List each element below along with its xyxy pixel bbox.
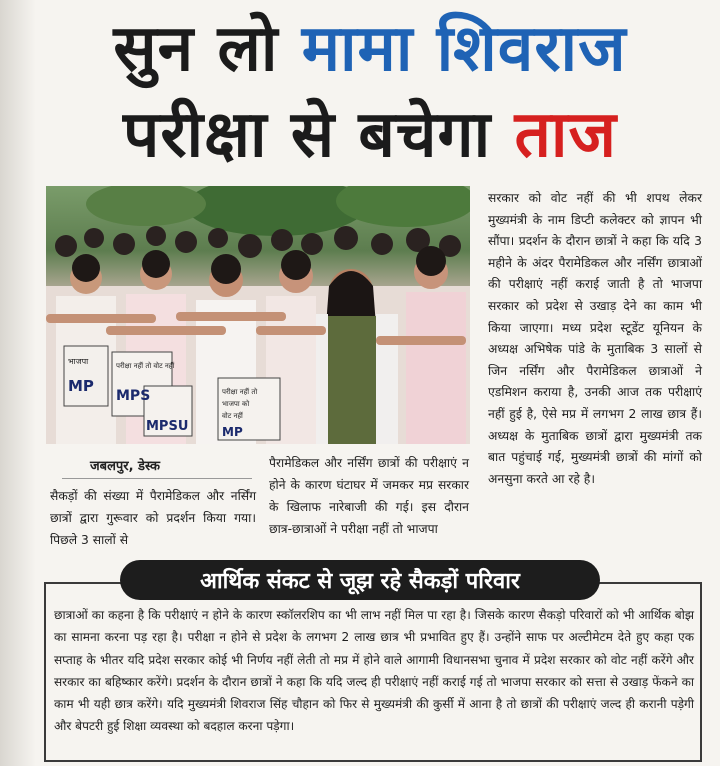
placard-text-2: परीक्षा नहीं तो वोट नहीं: [116, 362, 175, 370]
headline-line-2: [40, 92, 700, 178]
tree-canopy: [336, 186, 470, 227]
protest-photo-illustration: [46, 186, 470, 444]
protest-photo: [46, 186, 470, 444]
placard-text-5: वोट नहीं: [222, 412, 243, 420]
placard-text-mp-2: MP: [222, 425, 243, 439]
article-column-3: सरकार को वोट नहीं की भी शपथ लेकर मुख्यमंत्री के नाम डिप्टी कलेक्टर को ज्ञापन भी सौंपा। प्रदर्शन के दौरान छात्रों ने कहा कि यदि 3 महीने के अंदर पैरामेडिकल और नर्सिंग छात्राओं की परीक्षाएं नहीं कराई जाती है तो भाजपा सरकार को प्रदेश से उखाड़ देने का काम भी किया जाएगा। मध्य प्रदेश स्टूडेंट यूनियन के अध्यक्ष अभिषेक पांडे के मुताबिक 3 सालों से जिन नर्सिंग और पैरामेडिकल छात्राओं ने एडमिशन कराया है, उनकी आज तक परीक्षाएं नहीं हुई है, ऐसे मप्र में लगभग 2 लाख छात्र हैं। अध्यक्ष के मुताबिक छात्रों द्वारा मुख्यमंत्री तक बात पहुंचाई गई, मुख्यमंत्री छात्रों की मांगों को अनसुना करते आ रहे है।: [488, 191, 702, 486]
placard-text-mp: MP: [68, 377, 94, 395]
placard-text-1: भाजपा: [68, 357, 89, 366]
dateline-divider: [62, 478, 252, 479]
placard-text-mpsu: MPSU: [146, 419, 189, 434]
headline-line-1-part-2: मामा शिवराज: [301, 12, 627, 86]
headline-line-2-part-1: परीक्षा से बचेगा: [122, 98, 515, 172]
headline-line-1-part-1: सुन लो: [113, 12, 302, 86]
sidebar-box-title-banner: [120, 560, 600, 600]
article-dateline: जबलपुर, डेस्क: [90, 459, 161, 474]
placard-text-mps: MPS: [116, 388, 151, 404]
placard-text-3: परीक्षा नहीं तो: [222, 388, 258, 396]
headline-line-1: [40, 6, 700, 92]
sidebar-box-body: छात्राओं का कहना है कि परीक्षाएं न होने के कारण स्कॉलरशिप का भी लाभ नहीं मिल पा रहा है। जिसके कारण सैकड़ो परिवारों को भी आर्थिक बोझ का सामना करना पड़ रहा है। परीक्षा न होने से प्रदेश के लगभग 2 लाख छात्र भी प्रभावित हुए हैं। उन्होंने साफ पर अल्टीमेटम देते हुए कहा एक सप्ताह के भीतर यदि प्रदेश सरकार कोई भी निर्णय नहीं लेती तो मप्र में होने वाले आगामी विधानसभा चुनाव में प्रदेश सरकार को वोट नहीं करेंगे और सरकार का बहिष्कार करेंगे। प्रदर्शन के दौरान छात्रों ने कहा कि यदि जल्द ही परीक्षाएं नहीं कराई गई तो भाजपा सरकार को सत्ता से उखाड़ फेंकने का काम भी यही छात्र करेंगे। यदि मुख्यमंत्री शिवराज सिंह चौहान को फिर से मुख्यमंत्री की कुर्सी में आना है तो छात्रों की परीक्षाएं जल्द ही करानी पड़ेगी और बेपटरी हुई शिक्षा व्यवस्था को बदहाल करना पड़ेगा।: [54, 608, 694, 734]
tree-canopy: [86, 186, 206, 226]
article-column-1: सैकड़ों की संख्या में पैरामेडिकल और नर्सिंग छात्रों द्वारा गुरूवार को प्रदर्शन किया गया। पिछले 3 सालों से: [50, 489, 256, 547]
sidebar-box-title: आर्थिक संकट से जूझ रहे सैकड़ों परिवार: [200, 569, 520, 594]
headline-line-2-part-2: ताज: [514, 98, 617, 172]
article-column-2: पैरामेडिकल और नर्सिंग छात्रों की परीक्षाएं न होने के कारण घंटाघर में जमकर मप्र सरकार के खिलाफ नारेबाजी की गई। इस दौरान छात्र-छात्राओं ने परीक्षा नहीं तो भाजपा: [269, 456, 469, 536]
placard-text-4: भाजपा को: [222, 400, 250, 408]
